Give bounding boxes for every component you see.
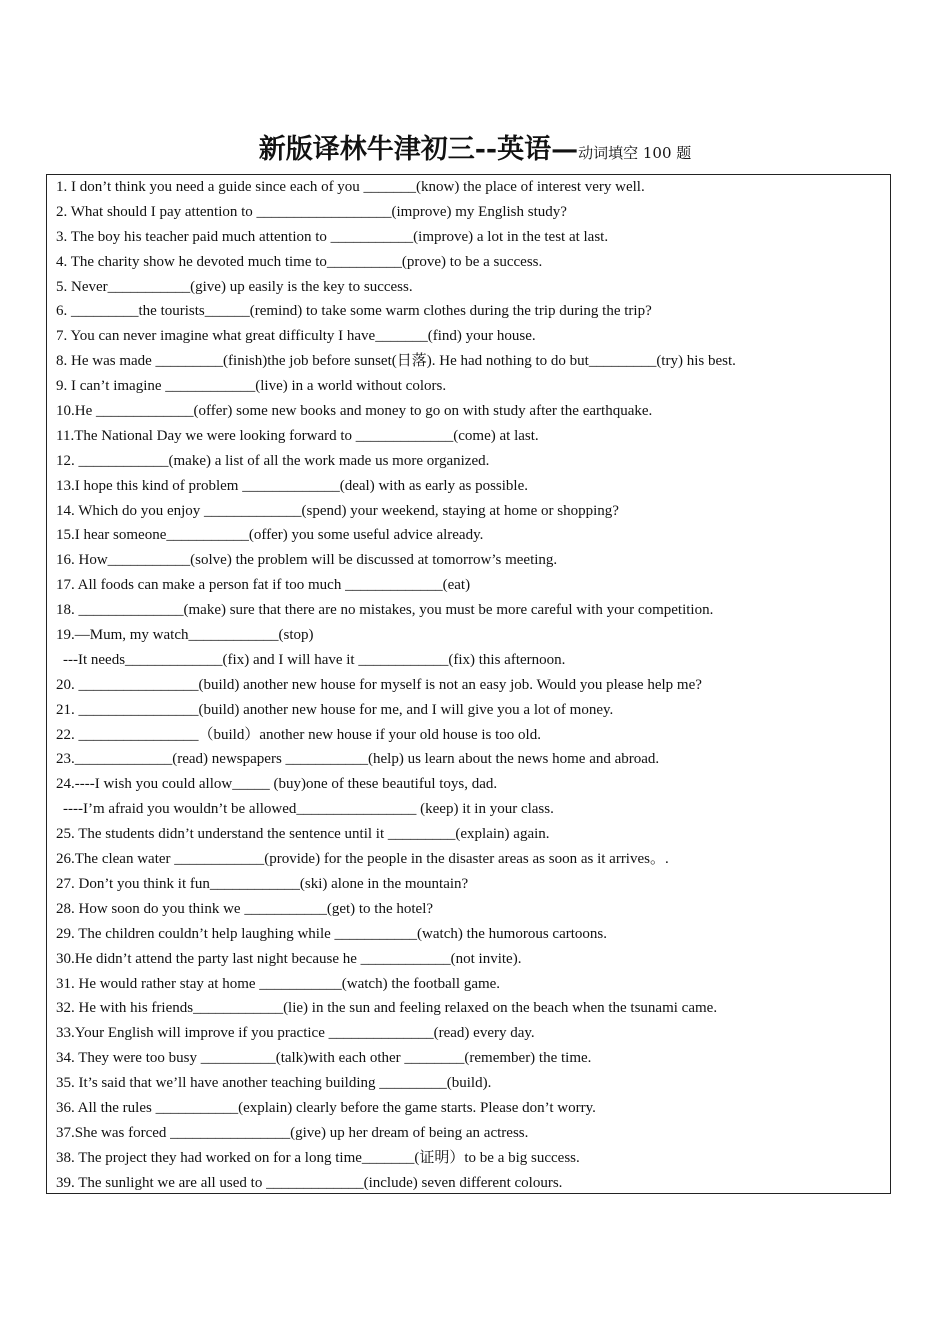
exercise-line: 17. All foods can make a person fat if too much _____________(eat)	[56, 577, 471, 594]
exercise-line: 27. Don’t you think it fun____________(ski) alone in the mountain?	[56, 875, 469, 892]
exercise-line: 33.Your English will improve if you practice ______________(read) every day.	[56, 1025, 535, 1042]
exercise-line: 10.He _____________(offer) some new books and money to go on with study after the earthquake.	[56, 403, 653, 420]
exercise-line: 12. ____________(make) a list of all the work made us more organized.	[56, 452, 490, 469]
exercise-line: 15.I hear someone___________(offer) you some useful advice already.	[56, 527, 484, 544]
exercise-line: 1. I don’t think you need a guide since each of you _______(know) the place of interest very well.	[56, 179, 645, 195]
exercise-line-continuation: ---It needs_____________(fix) and I will have it ____________(fix) this afternoon.	[63, 651, 566, 668]
exercise-line: 9. I can’t imagine ____________(live) in a world without colors.	[56, 378, 447, 395]
exercise-line: 13.I hope this kind of problem _____________(deal) with as early as possible.	[56, 477, 529, 494]
exercise-line: 21. ________________(build) another new house for me, and I will give you a lot of money.	[56, 701, 614, 718]
exercise-line: 38. The project they had worked on for a long time_______(证明）to be a big success.	[56, 1149, 580, 1166]
exercise-line-continuation: ----I’m afraid you wouldn’t be allowed________________ (keep) it in your class.	[63, 801, 554, 818]
exercise-line: 11.The National Day we were looking forward to _____________(come) at last.	[56, 427, 539, 444]
exercise-line: 31. He would rather stay at home ___________(watch) the football game.	[56, 975, 501, 992]
exercise-line: 25. The students didn’t understand the sentence until it _________(explain) again.	[56, 826, 550, 843]
exercise-line: 28. How soon do you think we ___________(get) to the hotel?	[56, 900, 434, 917]
exercise-line: 39. The sunlight we are all used to _____________(include) seven different colours.	[56, 1174, 563, 1191]
page-title	[0, 128, 950, 176]
exercise-line: 23._____________(read) newspapers ___________(help) us learn about the news home and abroad.	[56, 751, 660, 768]
exercise-line: 22. ________________（build）another new house if your old house is too old.	[56, 726, 541, 743]
exercise-line: 24.----I wish you could allow_____ (buy)one of these beautiful toys, dad.	[56, 776, 498, 793]
exercise-line: 6. _________the tourists______(remind) to take some warm clothes during the trip during the trip?	[56, 303, 652, 320]
exercise-line: 34. They were too busy __________(talk)with each other ________(remember) the time.	[56, 1050, 592, 1067]
exercise-line: 32. He with his friends____________(lie) in the sun and feeling relaxed on the beach when the tsunami came.	[56, 1000, 718, 1017]
title-subtitle: 动词填空 100 题	[578, 144, 692, 162]
exercise-line: 19.—Mum, my watch____________(stop)	[56, 627, 314, 644]
exercise-line: 8. He was made _________(finish)the job before sunset(日落). He had nothing to do but_________(try) his best.	[56, 353, 736, 370]
exercise-line: 7. You can never imagine what great difficulty I have_______(find) your house.	[56, 328, 536, 345]
exercise-line: 29. The children couldn’t help laughing while ___________(watch) the humorous cartoons.	[56, 925, 608, 942]
exercise-line: 36. All the rules ___________(explain) clearly before the game starts. Please don’t worry.	[56, 1099, 596, 1116]
title-main: 新版译林牛津初三--英语—	[258, 134, 579, 165]
exercise-line: 16. How___________(solve) the problem will be discussed at tomorrow’s meeting.	[56, 552, 558, 569]
exercise-box	[46, 174, 891, 1194]
exercise-line: 20. ________________(build) another new house for myself is not an easy job. Would you please help me?	[56, 676, 702, 693]
exercise-line: 35. It’s said that we’ll have another teaching building _________(build).	[56, 1075, 492, 1092]
exercise-line: 30.He didn’t attend the party last night because he ____________(not invite).	[56, 950, 522, 967]
exercise-line: 4. The charity show he devoted much time to__________(prove) to be a success.	[56, 253, 543, 270]
exercise-line: 26.The clean water ____________(provide) for the people in the disaster areas as soon as it arrives。.	[56, 851, 669, 868]
exercise-line: 14. Which do you enjoy _____________(spend) your weekend, staying at home or shopping?	[56, 502, 619, 519]
exercise-line: 18. ______________(make) sure that there are no mistakes, you must be more careful with your competition.	[56, 602, 714, 619]
exercise-line: 2. What should I pay attention to __________________(improve) my English study?	[56, 203, 567, 220]
exercise-line: 5. Never___________(give) up easily is the key to success.	[56, 278, 413, 295]
exercise-line: 37.She was forced ________________(give) up her dream of being an actress.	[56, 1124, 529, 1141]
exercise-line: 3. The boy his teacher paid much attention to ___________(improve) a lot in the test at last.	[56, 228, 609, 245]
